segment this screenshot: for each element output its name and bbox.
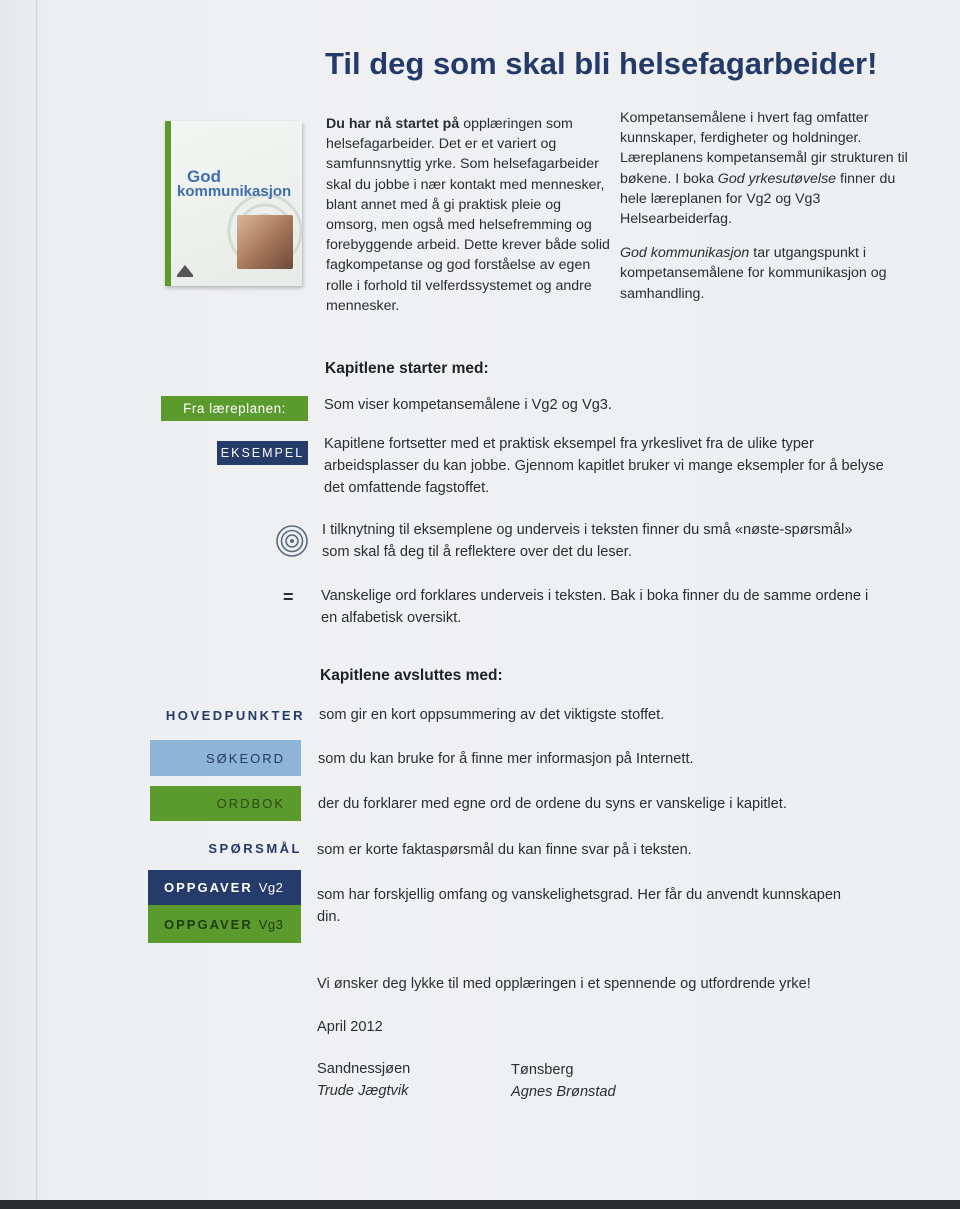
spiral-icon xyxy=(275,524,309,558)
tag-eksempel: EKSEMPEL xyxy=(217,441,308,465)
intro-right-text: tar utgangspunkt i kompetansemålene for kommunikasjon og samhandling. xyxy=(620,245,887,302)
starts-item-text: Kapitlene fortsetter med et praktisk eksempel fra yrkeslivet fra de ulike typer arbeidsplasser du kan jobbe. Gjennom kapitlet bruker vi mange eksempler for å belyse det omfattende fagstoffet. xyxy=(324,436,884,496)
ends-item-text: som har forskjellig omfang og vanskelighetsgrad. Her får du anvendt kunnskapen din. xyxy=(317,887,842,925)
book-title-line1: God xyxy=(187,167,221,186)
equals-icon: = xyxy=(283,587,294,607)
book-photo xyxy=(237,215,293,269)
ends-item-text: der du forklarer med egne ord de ordene du syns er vanskelige i kapitlet. xyxy=(318,796,787,812)
closing-text: Vi ønsker deg lykke til med opplæringen i et spennende og utfordrende yrke! xyxy=(317,976,811,992)
starts-item-text: Vanskelige ord forklares underveis i teksten. Bak i boka finner du de samme ordene i en alfabetisk oversikt. xyxy=(321,588,869,626)
book-title-line2: kommunikasjon xyxy=(177,183,292,200)
publisher-logo-icon xyxy=(177,265,193,277)
signature xyxy=(317,1058,410,1102)
intro-right-text: finner du hele læreplanen for Vg2 og Vg3 Helsearbeiderfag. xyxy=(620,170,896,228)
ends-item-text: som du kan bruke for å finne mer informasjon på Internett. xyxy=(318,751,694,767)
page-edge xyxy=(36,0,38,1200)
tag-sporsmal: SPØRSMÅL xyxy=(208,840,302,856)
intro-left-column xyxy=(326,114,611,316)
tag-fra-laereplanen: Fra læreplanen: xyxy=(161,396,308,421)
ends-item-text: som gir en kort oppsummering av det viktigste stoffet. xyxy=(319,707,665,723)
tag-level: Vg2 xyxy=(258,880,284,895)
intro-lead: Du har nå startet på xyxy=(326,116,460,132)
ends-heading: Kapitlene avsluttes med: xyxy=(320,667,503,684)
tag-label: OPPGAVER xyxy=(164,880,253,895)
book-cover xyxy=(165,121,302,286)
tag-sokeord: SØKEORD xyxy=(150,740,301,776)
starts-item-text: I tilknytning til eksemplene og underveis i teksten finner du små «nøste-spørsmål» som skal få deg til å reflektere over det du leser. xyxy=(322,522,853,560)
tag-oppgaver-vg2 xyxy=(148,870,301,905)
signature-place: Tønsberg xyxy=(511,1062,574,1078)
signature-name: Agnes Brønstad xyxy=(511,1084,616,1100)
tag-label: OPPGAVER xyxy=(164,916,253,932)
date: April 2012 xyxy=(317,1019,383,1035)
signature-place: Sandnessjøen xyxy=(317,1061,411,1077)
starts-item-text: Som viser kompetansemålene i Vg2 og Vg3. xyxy=(324,397,612,413)
page-title: Til deg som skal bli helsefagarbeider! xyxy=(325,46,878,81)
tag-ordbok: ORDBOK xyxy=(150,786,301,821)
book-spine xyxy=(165,121,171,286)
intro-right-paragraph-1 xyxy=(620,108,920,229)
signature-name: Trude Jægtvik xyxy=(317,1083,409,1099)
book-reference: God kommunikasjon xyxy=(620,245,750,262)
book-reference: God yrkesutøvelse xyxy=(717,170,837,187)
tag-oppgaver-vg3 xyxy=(148,905,301,943)
ends-item-text: som er korte faktaspørsmål du kan finne svar på i teksten. xyxy=(317,842,692,858)
intro-left-body: opplæringen som helsefagarbeider. Det er et variert og samfunnsnyttig yrke. Som helsefagarbeider skal du jobbe i nær kontakt med mennesker, blant annet med å gi praktisk pleie og omsorg, men også med helsefremming og forebyggende arbeid. Dette krever både solid fagkompetanse og god forståelse av egen rolle i forhold til velferdssystemet og andre mennesker. xyxy=(326,116,610,314)
intro-right-column xyxy=(620,108,920,318)
starts-heading: Kapitlene starter med: xyxy=(325,360,489,377)
tag-level: Vg3 xyxy=(258,916,284,932)
signature xyxy=(511,1059,616,1103)
intro-right-text: Kompetansemålene i hvert fag omfatter kunnskaper, ferdigheter og holdninger. Læreplanens kompetansemål gir strukturen til bøkene. I boka xyxy=(620,110,908,187)
intro-left-paragraph xyxy=(326,114,611,316)
tag-hovedpunkter: HOVEDPUNKTER xyxy=(165,707,305,723)
intro-right-paragraph-2 xyxy=(620,243,920,304)
background-strip xyxy=(0,1200,960,1209)
